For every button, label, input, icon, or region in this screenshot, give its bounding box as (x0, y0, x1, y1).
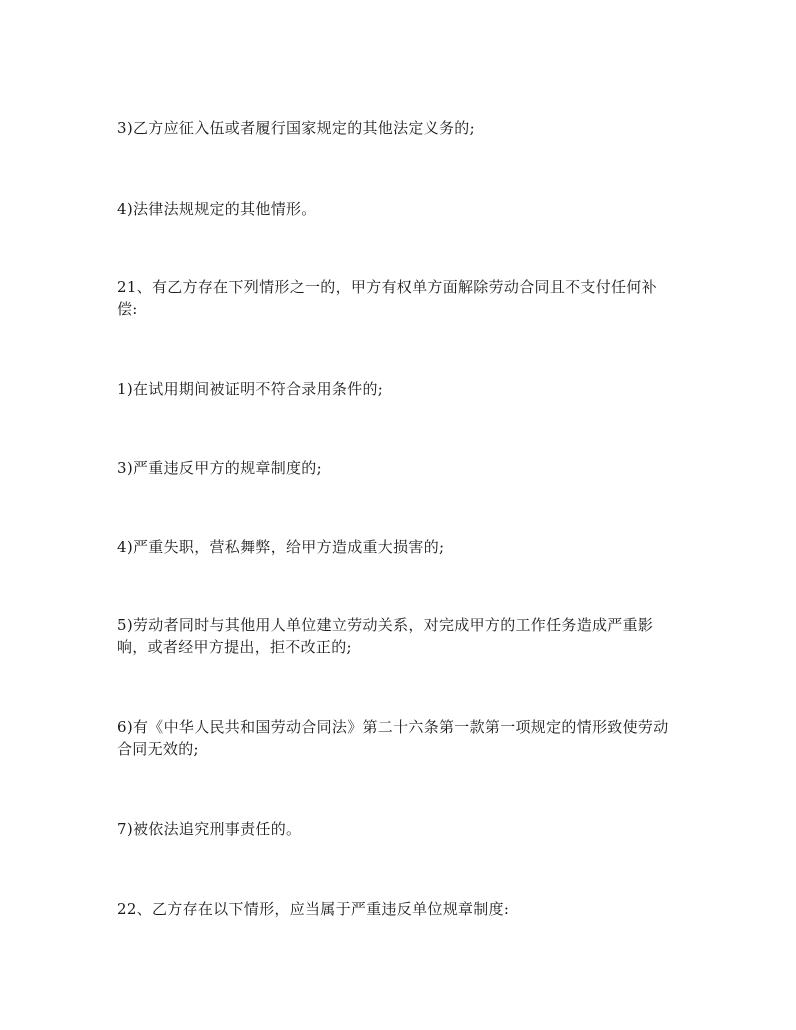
paragraph-line: 5)劳动者同时与其他用人单位建立劳动关系，对完成甲方的工作任务造成严重影 (117, 616, 654, 634)
paragraph-line: 合同无效的; (117, 740, 199, 758)
paragraph-line: 3)严重违反甲方的规章制度的; (117, 459, 322, 477)
paragraph-clause-21 (117, 276, 687, 320)
paragraph-item-3b (117, 457, 687, 479)
paragraph-line: 7)被依法追究刑事责任的。 (117, 820, 302, 838)
paragraph-item-4b (117, 536, 687, 558)
paragraph-line: 响，或者经甲方提出，拒不改正的; (117, 638, 352, 656)
paragraph-line: 21、有乙方存在下列情形之一的，甲方有权单方面解除劳动合同且不支付任何补 (117, 278, 657, 296)
paragraph-item-4 (117, 198, 687, 220)
paragraph-item-3 (117, 117, 687, 139)
paragraph-line: 6)有《中华人民共和国劳动合同法》第二十六条第一款第一项规定的情形致使劳动 (117, 718, 669, 736)
paragraph-line: 22、乙方存在以下情形，应当属于严重违反单位规章制度: (117, 900, 510, 918)
paragraph-line: 4)法律法规规定的其他情形。 (117, 200, 317, 218)
paragraph-clause-22 (117, 898, 687, 920)
paragraph-line: 3)乙方应征入伍或者履行国家规定的其他法定义务的; (117, 119, 475, 137)
paragraph-item-6 (117, 716, 687, 760)
paragraph-line: 4)严重失职，营私舞弊，给甲方造成重大损害的; (117, 538, 445, 556)
paragraph-line: 偿: (117, 300, 138, 318)
paragraph-line: 1)在试用期间被证明不符合录用条件的; (117, 380, 384, 398)
paragraph-item-1 (117, 378, 687, 400)
paragraph-item-7 (117, 818, 687, 840)
paragraph-item-5 (117, 614, 687, 658)
